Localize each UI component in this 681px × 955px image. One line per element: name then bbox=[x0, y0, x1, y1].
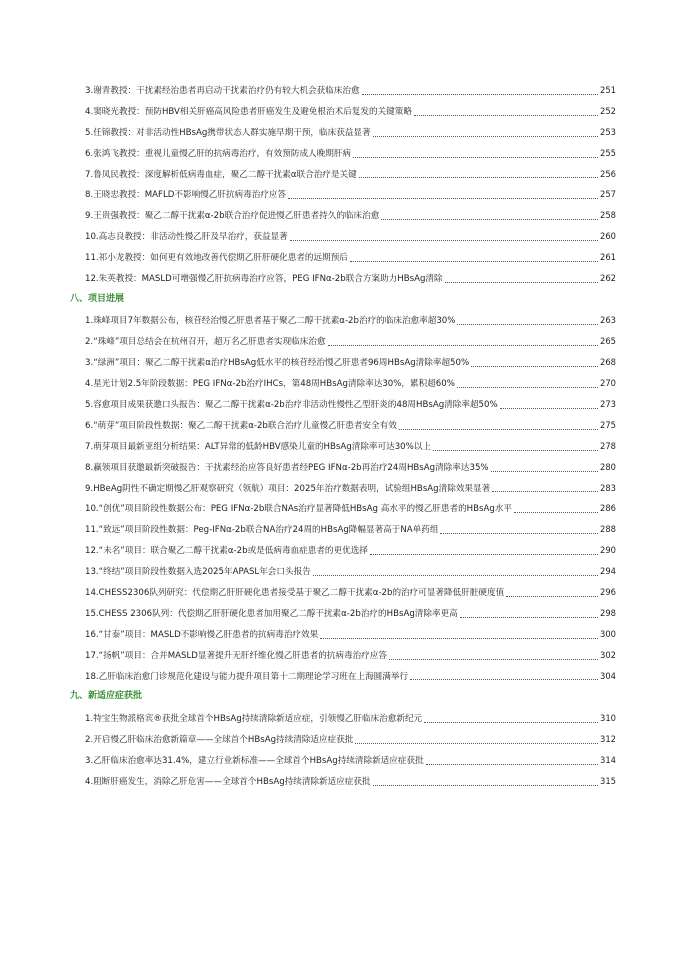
toc-entry[interactable] bbox=[70, 247, 616, 268]
toc-entry-title: 12.“未名”项目：联合聚乙二醇干扰素α-2b或是低病毒血症患者的更优选择 bbox=[85, 546, 368, 557]
toc-entry[interactable] bbox=[70, 164, 616, 185]
toc-entry-title: 8.赢领项目获邀最新突破报告：干扰素经治应答良好患者经PEG IFNα-2b再治疗24周HBsAg清除率达35% bbox=[85, 462, 489, 473]
dot-leader bbox=[457, 317, 598, 325]
dot-leader bbox=[491, 464, 598, 472]
dot-leader bbox=[353, 150, 598, 158]
toc-entry[interactable] bbox=[70, 708, 616, 729]
dot-leader bbox=[440, 526, 598, 534]
toc-entry-page-number: 314 bbox=[600, 754, 616, 765]
toc-entry-title: 10.“创优”项目阶段性数据公布：PEG IFNα-2b联合NAs治疗显著降低HBsAg 高水平的慢乙肝患者的HBsAg水平 bbox=[85, 504, 513, 515]
toc-entry[interactable] bbox=[70, 101, 616, 122]
dot-leader bbox=[457, 380, 598, 388]
toc-entry[interactable] bbox=[70, 750, 616, 771]
toc-entry[interactable] bbox=[70, 624, 616, 645]
toc-entry[interactable] bbox=[70, 498, 616, 519]
toc-entry-page-number: 258 bbox=[600, 210, 616, 221]
toc-entry[interactable] bbox=[70, 268, 616, 289]
dot-leader bbox=[492, 484, 598, 492]
toc-entry-page-number: 270 bbox=[600, 378, 616, 389]
toc-entry-page-number: 310 bbox=[600, 712, 616, 723]
toc-entry[interactable] bbox=[70, 310, 616, 331]
toc-entry[interactable] bbox=[70, 561, 616, 582]
toc-entry-title: 13.“终结”项目阶段性数据入选2025年APASL年会口头报告 bbox=[85, 567, 311, 578]
dot-leader bbox=[355, 736, 598, 744]
dot-leader bbox=[288, 191, 598, 199]
toc-entry-page-number: 294 bbox=[600, 566, 616, 577]
dot-leader bbox=[399, 422, 598, 430]
toc-entry[interactable] bbox=[70, 540, 616, 561]
toc-entry-page-number: 255 bbox=[600, 147, 616, 158]
dot-leader bbox=[328, 338, 598, 346]
toc-entry-title: 17.“扬帆”项目：合并MASLD显著提升无肝纤维化慢乙肝患者的抗病毒治疗应答 bbox=[85, 650, 387, 661]
dot-leader bbox=[410, 672, 598, 680]
toc-entry-page-number: 296 bbox=[600, 586, 616, 597]
toc-entry-page-number: 268 bbox=[600, 357, 616, 368]
table-of-contents bbox=[70, 80, 616, 792]
toc-entry[interactable] bbox=[70, 122, 616, 143]
toc-entry-title: 4.星光计划2.5年阶段数据：PEG IFNα-2b治疗IHCs，第48周HBsAg清除率达30%，累积超60% bbox=[85, 379, 455, 390]
toc-entry-page-number: 260 bbox=[600, 231, 616, 242]
toc-entry-title: 15.CHESS 2306队列：代偿期乙肝肝硬化患者加用聚乙二醇干扰素α-2b治疗的HBsAg清除率更高 bbox=[85, 608, 458, 619]
toc-entry-title: 2.开启慢乙肝临床治愈新篇章——全球首个HBsAg持续清除适应症获批 bbox=[85, 734, 354, 745]
dot-leader bbox=[320, 631, 598, 639]
toc-entry-title: 3.乙肝临床治愈率达31.4%，建立行业新标准——全球首个HBsAg持续清除新适应症获批 bbox=[85, 755, 424, 766]
dot-leader bbox=[389, 652, 598, 660]
toc-entry-title: 16.“甘泰”项目：MASLD不影响慢乙肝患者的抗病毒治疗效果 bbox=[85, 629, 319, 640]
toc-entry-title: 10.高志良教授：非活动性慢乙肝及早治疗，获益显著 bbox=[85, 232, 288, 243]
toc-entry-page-number: 251 bbox=[600, 85, 616, 95]
toc-entry-page-number: 288 bbox=[600, 524, 616, 535]
toc-entry-page-number: 278 bbox=[600, 440, 616, 451]
toc-entry-page-number: 252 bbox=[600, 105, 616, 116]
toc-entry-title: 6.“萌芽”项目阶段性数据：聚乙二醇干扰素α-2b联合治疗儿童慢乙肝患者安全有效 bbox=[85, 420, 397, 431]
dot-leader bbox=[433, 443, 598, 451]
toc-entry[interactable] bbox=[70, 184, 616, 205]
toc-entry-title: 14.CHESS2306队列研究：代偿期乙肝肝硬化患者接受基于聚乙二醇干扰素α-2b的治疗可显著降低肝脏硬度值 bbox=[85, 587, 505, 598]
dot-leader bbox=[362, 87, 598, 95]
toc-entry-title: 4.窦晓光教授：预防HBV相关肝癌高风险患者肝癌发生及避免根治术后复发的关键策略 bbox=[85, 106, 412, 117]
dot-leader bbox=[313, 568, 598, 576]
toc-entry-page-number: 304 bbox=[600, 670, 616, 681]
toc-entry[interactable] bbox=[70, 519, 616, 540]
toc-entry-title: 3.“绿洲”项目：聚乙二醇干扰素α治疗HBsAg低水平的核苷经治慢乙肝患者96周HBsAg清除率超50% bbox=[85, 358, 470, 369]
toc-entry[interactable] bbox=[70, 415, 616, 436]
toc-entry-page-number: 273 bbox=[600, 398, 616, 409]
toc-entry-page-number: 312 bbox=[600, 733, 616, 744]
dot-leader bbox=[514, 505, 598, 513]
toc-entry[interactable] bbox=[70, 771, 616, 792]
toc-entry[interactable] bbox=[70, 80, 616, 101]
toc-entry-title: 9.王贵强教授：聚乙二醇干扰素α-2b联合治疗促进慢乙肝患者持久的临床治愈 bbox=[85, 211, 380, 222]
toc-entry-title: 11.祁小龙教授：如何更有效地改善代偿期乙肝肝硬化患者的远期预后 bbox=[85, 253, 348, 264]
toc-entry[interactable] bbox=[70, 205, 616, 226]
toc-entry-title: 1.珠峰项目7年数据公布，核苷经治慢乙肝患者基于聚乙二醇干扰素α-2b治疗的临床治愈率超30% bbox=[85, 316, 456, 327]
toc-entry-page-number: 261 bbox=[600, 252, 616, 263]
toc-entry-page-number: 302 bbox=[600, 649, 616, 660]
toc-entry-title: 7.鲁凤民教授：深度解析低病毒血症，聚乙二醇干扰素α联合治疗是关键 bbox=[85, 169, 357, 180]
toc-entry-page-number: 275 bbox=[600, 419, 616, 430]
dot-leader bbox=[506, 589, 598, 597]
toc-entry-page-number: 265 bbox=[600, 336, 616, 347]
dot-leader bbox=[426, 757, 598, 765]
toc-entry-page-number: 253 bbox=[600, 126, 616, 137]
dot-leader bbox=[424, 715, 598, 723]
toc-entry-page-number: 263 bbox=[600, 315, 616, 326]
toc-entry-title: 1.特宝生物派格宾®获批全球首个HBsAg持续清除新适应症，引领慢乙肝临床治愈新纪元 bbox=[85, 713, 423, 724]
toc-entry[interactable] bbox=[70, 331, 616, 352]
toc-entry[interactable] bbox=[70, 478, 616, 499]
dot-leader bbox=[445, 275, 598, 283]
toc-entry-title: 3.谢青教授：干扰素经治患者再启动干扰素治疗仍有较大机会获临床治愈 bbox=[85, 86, 360, 96]
dot-leader bbox=[350, 254, 598, 262]
dot-leader bbox=[359, 170, 598, 178]
toc-entry-title: 18.乙肝临床治愈门诊规范化建设与能力提升项目第十二期理论学习班在上海圆满举行 bbox=[85, 671, 409, 682]
toc-group-project-progress bbox=[70, 310, 616, 686]
toc-entry[interactable] bbox=[70, 729, 616, 750]
dot-leader bbox=[370, 547, 598, 555]
dot-leader bbox=[381, 212, 598, 220]
dot-leader bbox=[500, 401, 598, 409]
section-heading-new-indication: 九、新适应症获批 bbox=[70, 691, 143, 702]
toc-entry-title: 8.王晓忠教授：MAFLD不影响慢乙肝抗病毒治疗应答 bbox=[85, 190, 287, 201]
toc-entry[interactable] bbox=[70, 666, 616, 687]
toc-entry[interactable] bbox=[70, 394, 616, 415]
toc-entry-title: 2.“珠峰”项目总结会在杭州召开，超万名乙肝患者实现临床治愈 bbox=[85, 337, 326, 348]
toc-entry-page-number: 298 bbox=[600, 607, 616, 618]
toc-entry[interactable] bbox=[70, 645, 616, 666]
dot-leader bbox=[290, 233, 598, 241]
dot-leader bbox=[460, 610, 598, 618]
toc-entry-page-number: 257 bbox=[600, 189, 616, 200]
toc-entry-title: 7.萌芽项目最新亚组分析结果：ALT异常的低龄HBV感染儿童的HBsAg清除率可达30%以上 bbox=[85, 441, 431, 452]
toc-entry[interactable] bbox=[70, 457, 616, 478]
toc-entry[interactable] bbox=[70, 582, 616, 603]
toc-entry-page-number: 256 bbox=[600, 168, 616, 179]
toc-entry-title: 5.容愈项目成果获邀口头报告：聚乙二醇干扰素α-2b治疗非活动性慢性乙型肝炎的48周HBsAg清除率超50% bbox=[85, 399, 498, 410]
toc-entry[interactable] bbox=[70, 436, 616, 457]
toc-entry-title: 9.HBeAg阴性不确定期慢乙肝观察研究（领航）项目：2025年治疗数据表明，试验组HBsAg清除效果显著 bbox=[85, 483, 491, 494]
section-heading-project-progress: 八、项目进展 bbox=[70, 293, 125, 304]
toc-entry[interactable] bbox=[70, 352, 616, 373]
toc-entry-title: 12.朱英教授：MASLD可增强慢乙肝抗病毒治疗应答，PEG IFNα-2b联合方案助力HBsAg清除 bbox=[85, 274, 443, 285]
dot-leader bbox=[373, 778, 598, 786]
toc-entry[interactable] bbox=[70, 143, 616, 164]
toc-entry[interactable] bbox=[70, 603, 616, 624]
toc-entry[interactable] bbox=[70, 373, 616, 394]
toc-entry-page-number: 286 bbox=[600, 503, 616, 514]
toc-entry-page-number: 262 bbox=[600, 273, 616, 284]
toc-entry[interactable] bbox=[70, 226, 616, 247]
toc-entry-page-number: 290 bbox=[600, 545, 616, 556]
toc-group-experts bbox=[70, 80, 616, 289]
toc-entry-title: 4.阻断肝癌发生，消除乙肝危害——全球首个HBsAg持续清除新适应症获批 bbox=[85, 776, 371, 787]
dot-leader bbox=[471, 359, 598, 367]
dot-leader bbox=[414, 108, 598, 116]
toc-entry-page-number: 283 bbox=[600, 482, 616, 493]
toc-entry-title: 5.任锦教授：对非活动性HBsAg携带状态人群实施早期干预，临床获益显著 bbox=[85, 127, 371, 138]
toc-entry-page-number: 280 bbox=[600, 461, 616, 472]
dot-leader bbox=[373, 129, 598, 137]
toc-entry-title: 11.“致远”项目阶段性数据：Peg-IFNα-2b联合NA治疗24周的HBsAg降幅显著高于NA单药组 bbox=[85, 525, 439, 536]
toc-entry-page-number: 300 bbox=[600, 628, 616, 639]
toc-entry-page-number: 315 bbox=[600, 775, 616, 786]
toc-entry-title: 6.张鸿飞教授：重视儿童慢乙肝的抗病毒治疗，有效预防成人晚期肝病 bbox=[85, 148, 352, 159]
toc-group-new-indication bbox=[70, 708, 616, 792]
